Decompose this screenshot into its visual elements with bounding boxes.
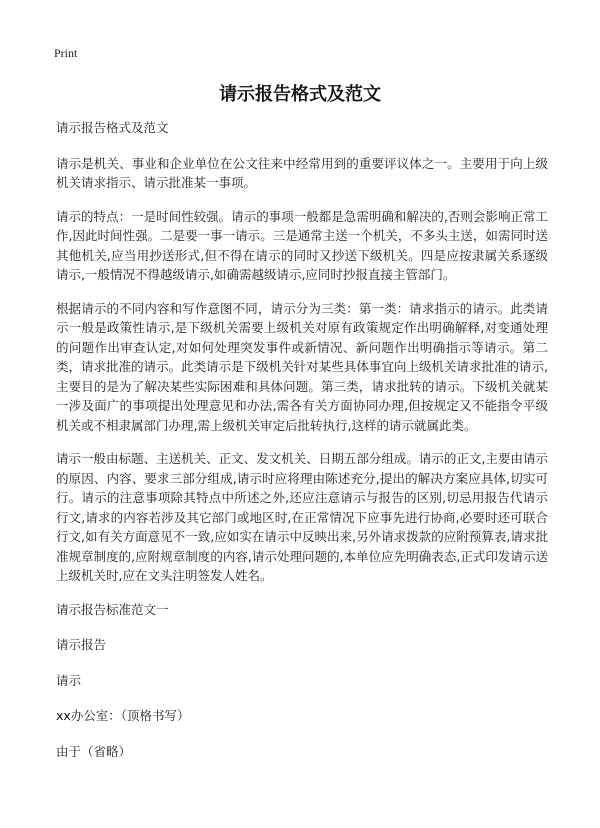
structure-paragraph: 请示一般由标题、主送机关、正文、发文机关、日期五部分组成。请示的正文,主要由请示的原因、内容、要求三部分组成,请示时应将理由陈述充分,提出的解决方案应具体,切实可行。请示的注意事项除其特点中所述之外,还应注意请示与报告的区别,切忌用报告代请示行文,请求的内容若涉及其它部门或地区时,在正常情况下应事先进行协商,必要时还可联合行文,如有关方面意见不一致,应如实在请示中反映出来,另外请求拨款的应附预算表,请求批准规章制度的,应附规章制度的内容,请示处理问题的,本单位应先明确表态,正式印发请示送上级机关时,应在文头注明签发人姓名。: [56, 451, 548, 583]
sample-subject: 请示: [56, 672, 82, 688]
definition-paragraph: 请示是机关、事业和企业单位在公文往来中经常用到的重要评议体之一。主要用于向上级机关请求指示、请示批准某一事项。: [56, 155, 548, 190]
page-title: 请示报告格式及范文: [219, 84, 381, 105]
sample-recipient: xx办公室：（顶格书写）: [56, 708, 190, 723]
features-paragraph: 请示的特点：一是时间性较强。请示的事项一般都是急需明确和解决的,否则会影响正常工作,因此时间性强。二是要一事一请示。三是通常主送一个机关，不多头主送，如需同时送其他机关,应当用抄送形式,但不得在请示的同时又抄送下级机关。四是应按隶属关系逐级请示,一般情况不得越级请示,如确需越级请示,应同时抄报直接主管部门。: [56, 208, 548, 282]
document-body: [56, 118, 548, 777]
subtitle-paragraph: 请示报告格式及范文: [56, 120, 169, 135]
categories-paragraph: 根据请示的不同内容和写作意图不同，请示分为三类：第一类：请求指示的请示。此类请示一般是政策性请示,是下级机关需要上级机关对原有政策规定作出明确解释,对变通处理的问题作出审查认定,对如何处理突发事件或新情况、新问题作出明确指示等请示。第二类，请求批准的请示。此类请示是下级机关针对某些具体事宜向上级机关请求批准的请示,主要目的是为了解决某些实际困难和具体问题。第三类，请求批转的请示。下级机关就某一涉及面广的事项提出处理意见和办法,需各有关方面协同办理,但按规定又不能指令平级机关或不相隶属部门办理,需上级机关审定后批转执行,这样的请示就属此类。: [56, 300, 548, 433]
sample-reason: 由于（省略）: [56, 743, 132, 759]
print-link[interactable]: Print: [54, 46, 78, 60]
sample-title: 请示报告: [56, 637, 107, 652]
sample-heading: 请示报告标准范文一: [56, 601, 169, 617]
